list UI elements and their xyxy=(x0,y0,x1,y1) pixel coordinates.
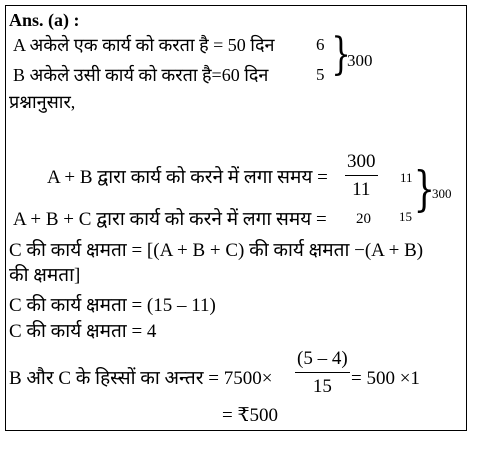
c-efficiency-formula-cont: की क्षमता] xyxy=(9,265,81,286)
line-abc-time: A + B + C द्वारा कार्य को करने में लगा समय = xyxy=(13,209,327,230)
line-a-duration: A अकेले एक कार्य को करता है = 50 दिन xyxy=(13,35,275,55)
final-answer: = ₹500 xyxy=(222,405,279,426)
lcm-top: 300 xyxy=(347,51,373,70)
ab-denominator: 11 xyxy=(352,179,371,200)
fraction-bar xyxy=(295,372,350,373)
lcm-brace-top: } xyxy=(331,29,351,80)
c-efficiency-result: C की कार्य क्षमता = 4 xyxy=(9,321,157,342)
share-difference-result: = 500 ×1 xyxy=(351,368,420,389)
abc-time-value: 20 xyxy=(356,211,371,227)
answer-heading: Ans. (a) : xyxy=(9,10,80,30)
line-ab-time: A + B द्वारा कार्य को करने में लगा समय = xyxy=(47,167,328,188)
share-difference-label: B और C के हिस्सों का अन्तर = 7500× xyxy=(9,368,273,389)
line-b-efficiency: 5 xyxy=(316,65,325,84)
lcm-bottom: 300 xyxy=(432,186,452,201)
share-numerator: (5 – 4) xyxy=(297,348,348,369)
condition-label: प्रश्नानुसार, xyxy=(9,92,76,112)
c-efficiency-formula: C की कार्य क्षमता = [(A + B + C) की कार्य क्षमता −(A + B) xyxy=(9,240,424,261)
fraction-bar xyxy=(345,175,378,176)
ab-time-fraction xyxy=(345,152,378,199)
abc-efficiency: 15 xyxy=(399,209,412,224)
line-b-duration: B अकेले उसी कार्य को करता है=60 दिन xyxy=(13,65,269,85)
c-efficiency-step: C की कार्य क्षमता = (15 – 11) xyxy=(9,295,216,316)
ab-numerator: 300 xyxy=(347,151,376,172)
lcm-brace-bottom: } xyxy=(413,161,435,217)
share-fraction xyxy=(295,349,350,396)
line-a-efficiency: 6 xyxy=(316,35,325,54)
ab-efficiency: 11 xyxy=(400,170,413,185)
share-denominator: 15 xyxy=(312,376,332,397)
